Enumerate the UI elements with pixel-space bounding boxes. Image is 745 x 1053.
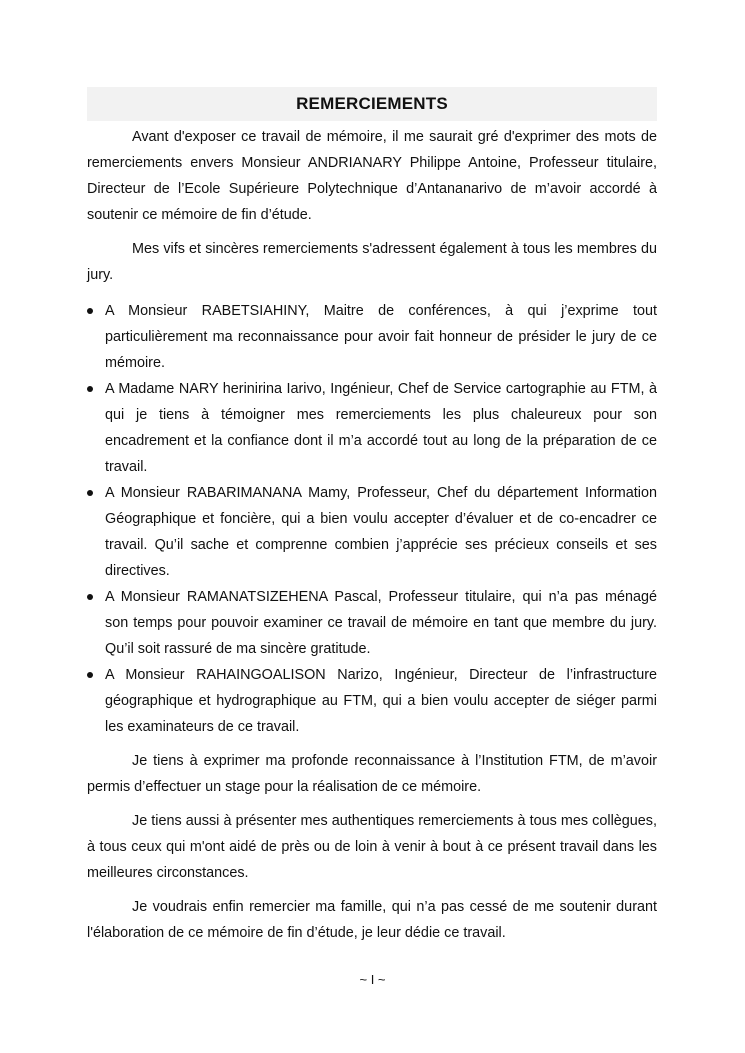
jury-list bbox=[87, 298, 657, 740]
list-item-text: A Monsieur RAHAINGOALISON Narizo, Ingénieur, Directeur de l’infrastructure géographique et hydrographique au FTM, qui a bien voulu accepter de siéger parmi les examinateurs de ce travail. bbox=[105, 667, 657, 735]
list-item bbox=[87, 662, 657, 740]
list-item bbox=[87, 480, 657, 584]
page-number: ~ I ~ bbox=[359, 972, 386, 987]
list-item-text: A Madame NARY herinirina Iarivo, Ingénieur, Chef de Service cartographie au FTM, à qui je tiens à témoigner mes remerciements les plus chaleureux pour son encadrement et la confiance dont il m’a accordé tout au long de la préparation de ce travail. bbox=[105, 381, 657, 475]
intro-paragraph: Avant d'exposer ce travail de mémoire, il me saurait gré d'exprimer des mots de remerciements envers Monsieur ANDRIANARY Philippe Antoine, Professeur titulaire, Directeur de l’Ecole Supérieure Polytechnique d’Antananarivo de m’avoir accordé à soutenir ce mémoire de fin d’étude. bbox=[87, 129, 657, 223]
jury-paragraph: Mes vifs et sincères remerciements s'adressent également à tous les membres du jury. bbox=[87, 241, 657, 283]
list-item bbox=[87, 584, 657, 662]
list-item-text: A Monsieur RABETSIAHINY, Maitre de conférences, à qui j’exprime tout particulièrement ma reconnaissance pour avoir fait honneur de présider le jury de ce mémoire. bbox=[105, 303, 657, 371]
list-item bbox=[87, 298, 657, 376]
bullet-icon bbox=[87, 672, 93, 678]
bullet-icon bbox=[87, 308, 93, 314]
colleagues-paragraph: Je tiens aussi à présenter mes authentiques remerciements à tous mes collègues, à tous ceux qui m'ont aidé de près ou de loin à venir à bout à ce présent travail dans les meilleures circonstances. bbox=[87, 813, 657, 881]
ftm-paragraph: Je tiens à exprimer ma profonde reconnaissance à l’Institution FTM, de m’avoir permis d’effectuer un stage pour la réalisation de ce mémoire. bbox=[87, 753, 657, 795]
bullet-icon bbox=[87, 490, 93, 496]
title-text: REMERCIEMENTS bbox=[296, 94, 448, 113]
document-page bbox=[87, 87, 657, 946]
bullet-icon bbox=[87, 386, 93, 392]
list-item bbox=[87, 376, 657, 480]
family-paragraph: Je voudrais enfin remercier ma famille, qui n’a pas cessé de me soutenir durant l'élaboration de ce mémoire de fin d’étude, je leur dédie ce travail. bbox=[87, 899, 657, 941]
page-title bbox=[87, 87, 657, 121]
bullet-icon bbox=[87, 594, 93, 600]
list-item-text: A Monsieur RABARIMANANA Mamy, Professeur, Chef du département Information Géographique et foncière, qui a bien voulu accepter d’évaluer et de co-encadrer ce travail. Qu’il sache et comprenne combien j’apprécie ses précieux conseils et ses directives. bbox=[105, 485, 657, 579]
list-item-text: A Monsieur RAMANATSIZEHENA Pascal, Professeur titulaire, qui n’a pas ménagé son temps pour pouvoir examiner ce travail de mémoire en tant que membre du jury. Qu’il soit rassuré de ma sincère gratitude. bbox=[105, 589, 657, 657]
